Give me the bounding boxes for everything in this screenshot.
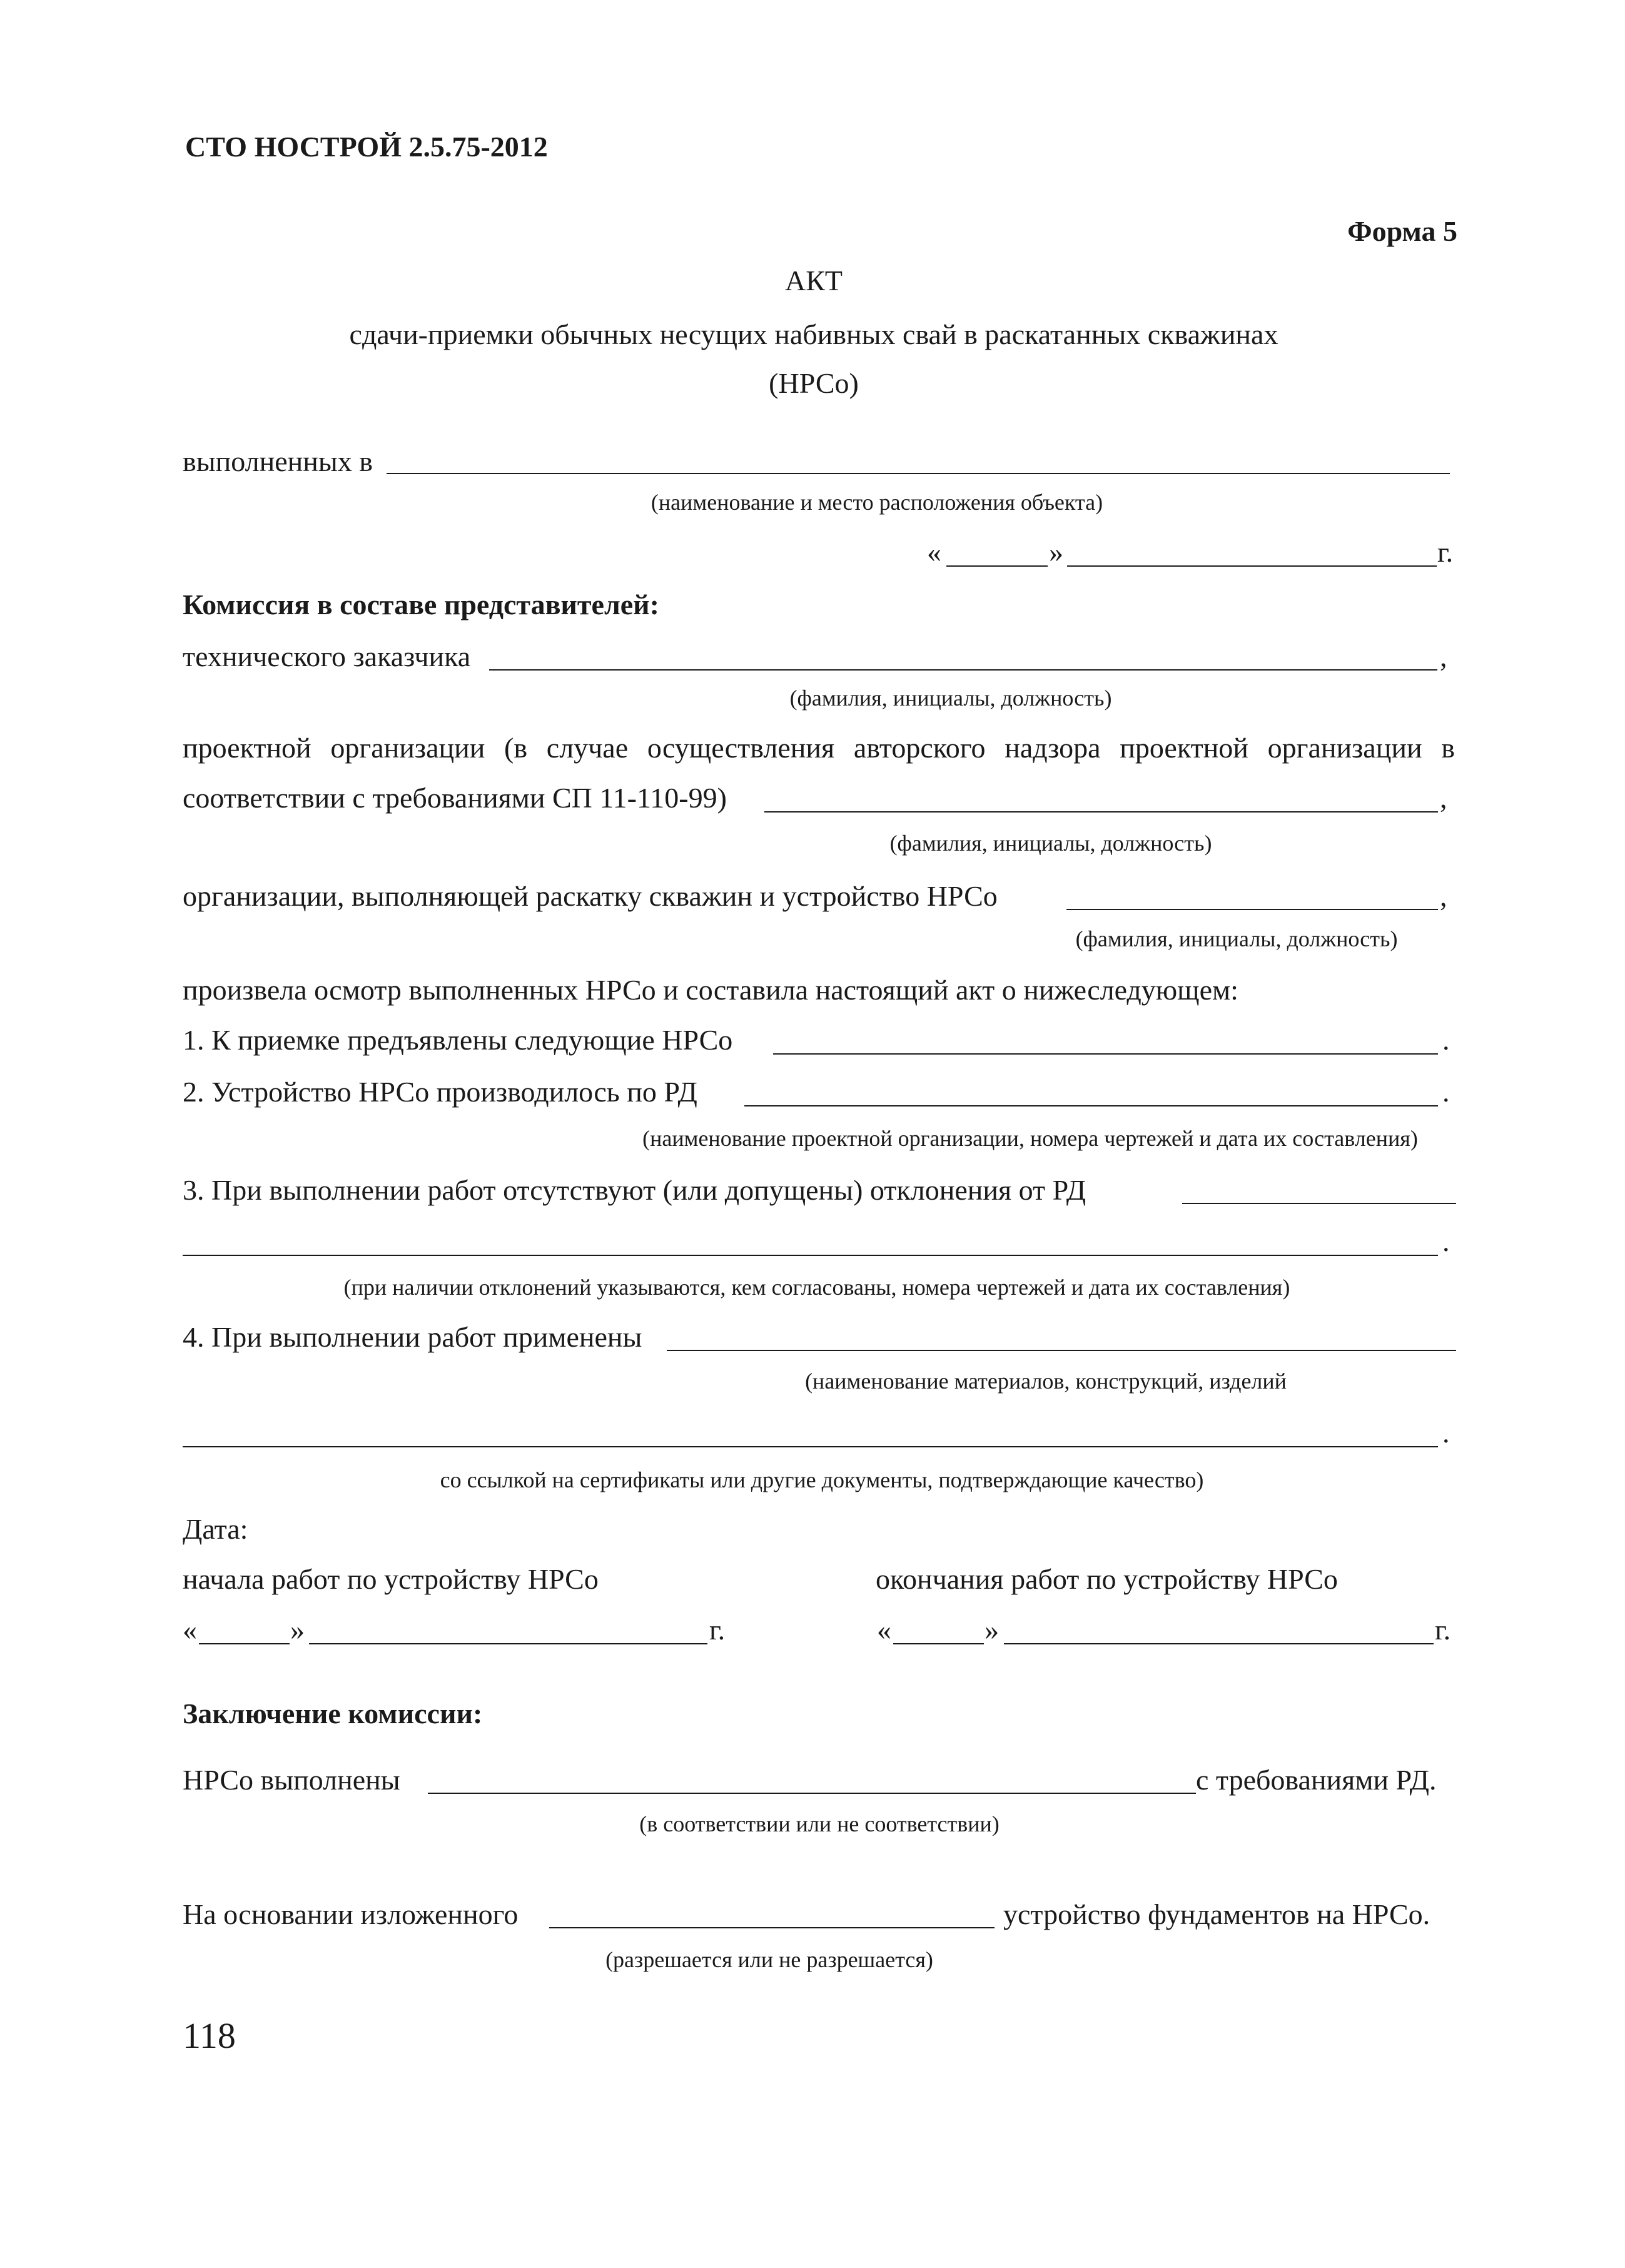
start-date-close-quote: » [290,1614,305,1646]
end-date-close-quote: » [985,1614,999,1646]
act-abbreviation: (НРСо) [769,367,859,399]
item-3-caption: (при наличии отклонений указываются, кем согласованы, номера чертежей и дата их составления) [343,1275,1290,1300]
item-4-end: . [1442,1417,1450,1449]
basis-label: На основании изложенного [183,1898,519,1930]
item-3-label: 3. При выполнении работ отсутствуют (или допущены) отклонения от РД [183,1174,1086,1206]
item-4-field-line-2[interactable] [183,1446,1438,1447]
page-number: 118 [183,2015,236,2056]
contractor-comma: , [1440,880,1447,912]
date-year-suffix: г. [1437,536,1454,568]
conclusion-field-line[interactable] [428,1793,1196,1794]
date-open-quote: « [927,536,941,568]
customer-label: технического заказчика [183,640,471,672]
item-1-field-line[interactable] [773,1053,1438,1055]
basis-caption: (разрешается или не разрешается) [605,1947,933,1972]
start-date-month-line[interactable] [309,1643,707,1644]
object-caption: (наименование и место расположения объекта) [651,490,1103,515]
item-1-label: 1. К приемке предъявлены следующие НРСо [183,1024,733,1056]
customer-caption: (фамилия, инициалы, должность) [789,686,1112,711]
item-2-end: . [1442,1076,1450,1108]
customer-comma: , [1440,640,1447,672]
commission-heading: Комиссия в составе представителей: [183,589,659,620]
act-subtitle: сдачи-приемки обычных несущих набивных свай в раскатанных скважинах [349,318,1278,350]
design-org-line1: проектной организации (в случае осуществления авторского надзора проектной организации в [183,732,1455,764]
basis-field-line[interactable] [549,1927,995,1928]
date-day-line[interactable] [946,565,1048,567]
start-date-open-quote: « [183,1614,197,1646]
dates-label: Дата: [183,1513,248,1545]
document-code: СТО НОСТРОЙ 2.5.75-2012 [185,131,548,163]
basis-end: устройство фундаментов на НРСо. [1003,1898,1430,1930]
inspection-statement: произвела осмотр выполненных НРСо и составила настоящий акт о нижеследующем: [183,974,1238,1006]
object-label: выполненных в [183,445,373,477]
item-2-caption: (наименование проектной организации, номера чертежей и дата их составления) [642,1126,1418,1151]
item-3-field-line-2[interactable] [183,1255,1438,1256]
start-date-label: начала работ по устройству НРСо [183,1563,599,1595]
item-4-label: 4. При выполнении работ применены [183,1321,642,1353]
act-title: АКТ [785,265,843,296]
date-close-quote: » [1049,536,1063,568]
design-org-caption: (фамилия, инициалы, должность) [889,831,1212,856]
contractor-label: организации, выполняющей раскатку скважин и устройство НРСо [183,880,998,912]
end-date-month-line[interactable] [1004,1643,1434,1644]
end-date-year-suffix: г. [1435,1614,1451,1646]
end-date-open-quote: « [877,1614,891,1646]
design-org-field-line[interactable] [764,811,1438,813]
item-1-end: . [1442,1024,1450,1056]
conclusion-label: НРСо выполнены [183,1764,400,1796]
item-4-field-line-1[interactable] [667,1350,1456,1351]
contractor-caption: (фамилия, инициалы, должность) [1075,926,1398,951]
item-3-field-line-1[interactable] [1182,1203,1456,1204]
start-date-year-suffix: г. [709,1614,726,1646]
end-date-label: окончания работ по устройству НРСо [876,1563,1338,1595]
contractor-field-line[interactable] [1066,909,1438,910]
conclusion-heading: Заключение комиссии: [183,1698,483,1729]
start-date-day-line[interactable] [199,1643,290,1644]
conclusion-end: с требованиями РД. [1196,1764,1437,1796]
item-4-caption-2: со ссылкой на сертификаты или другие документы, подтверждающие качество) [440,1467,1204,1492]
object-field-line[interactable] [387,473,1450,474]
customer-field-line[interactable] [489,669,1437,671]
conclusion-caption: (в соответствии или не соответствии) [639,1811,1000,1836]
end-date-day-line[interactable] [893,1643,984,1644]
item-4-caption-1: (наименование материалов, конструкций, изделий [805,1369,1287,1394]
item-3-end: . [1442,1225,1450,1257]
form-label: Форма 5 [1347,215,1457,247]
design-org-line2: соответствии с требованиями СП 11-110-99) [183,782,727,814]
item-2-label: 2. Устройство НРСо производилось по РД [183,1076,697,1108]
date-month-year-line[interactable] [1067,565,1437,567]
item-2-field-line[interactable] [744,1105,1438,1106]
design-org-comma: , [1440,782,1447,814]
